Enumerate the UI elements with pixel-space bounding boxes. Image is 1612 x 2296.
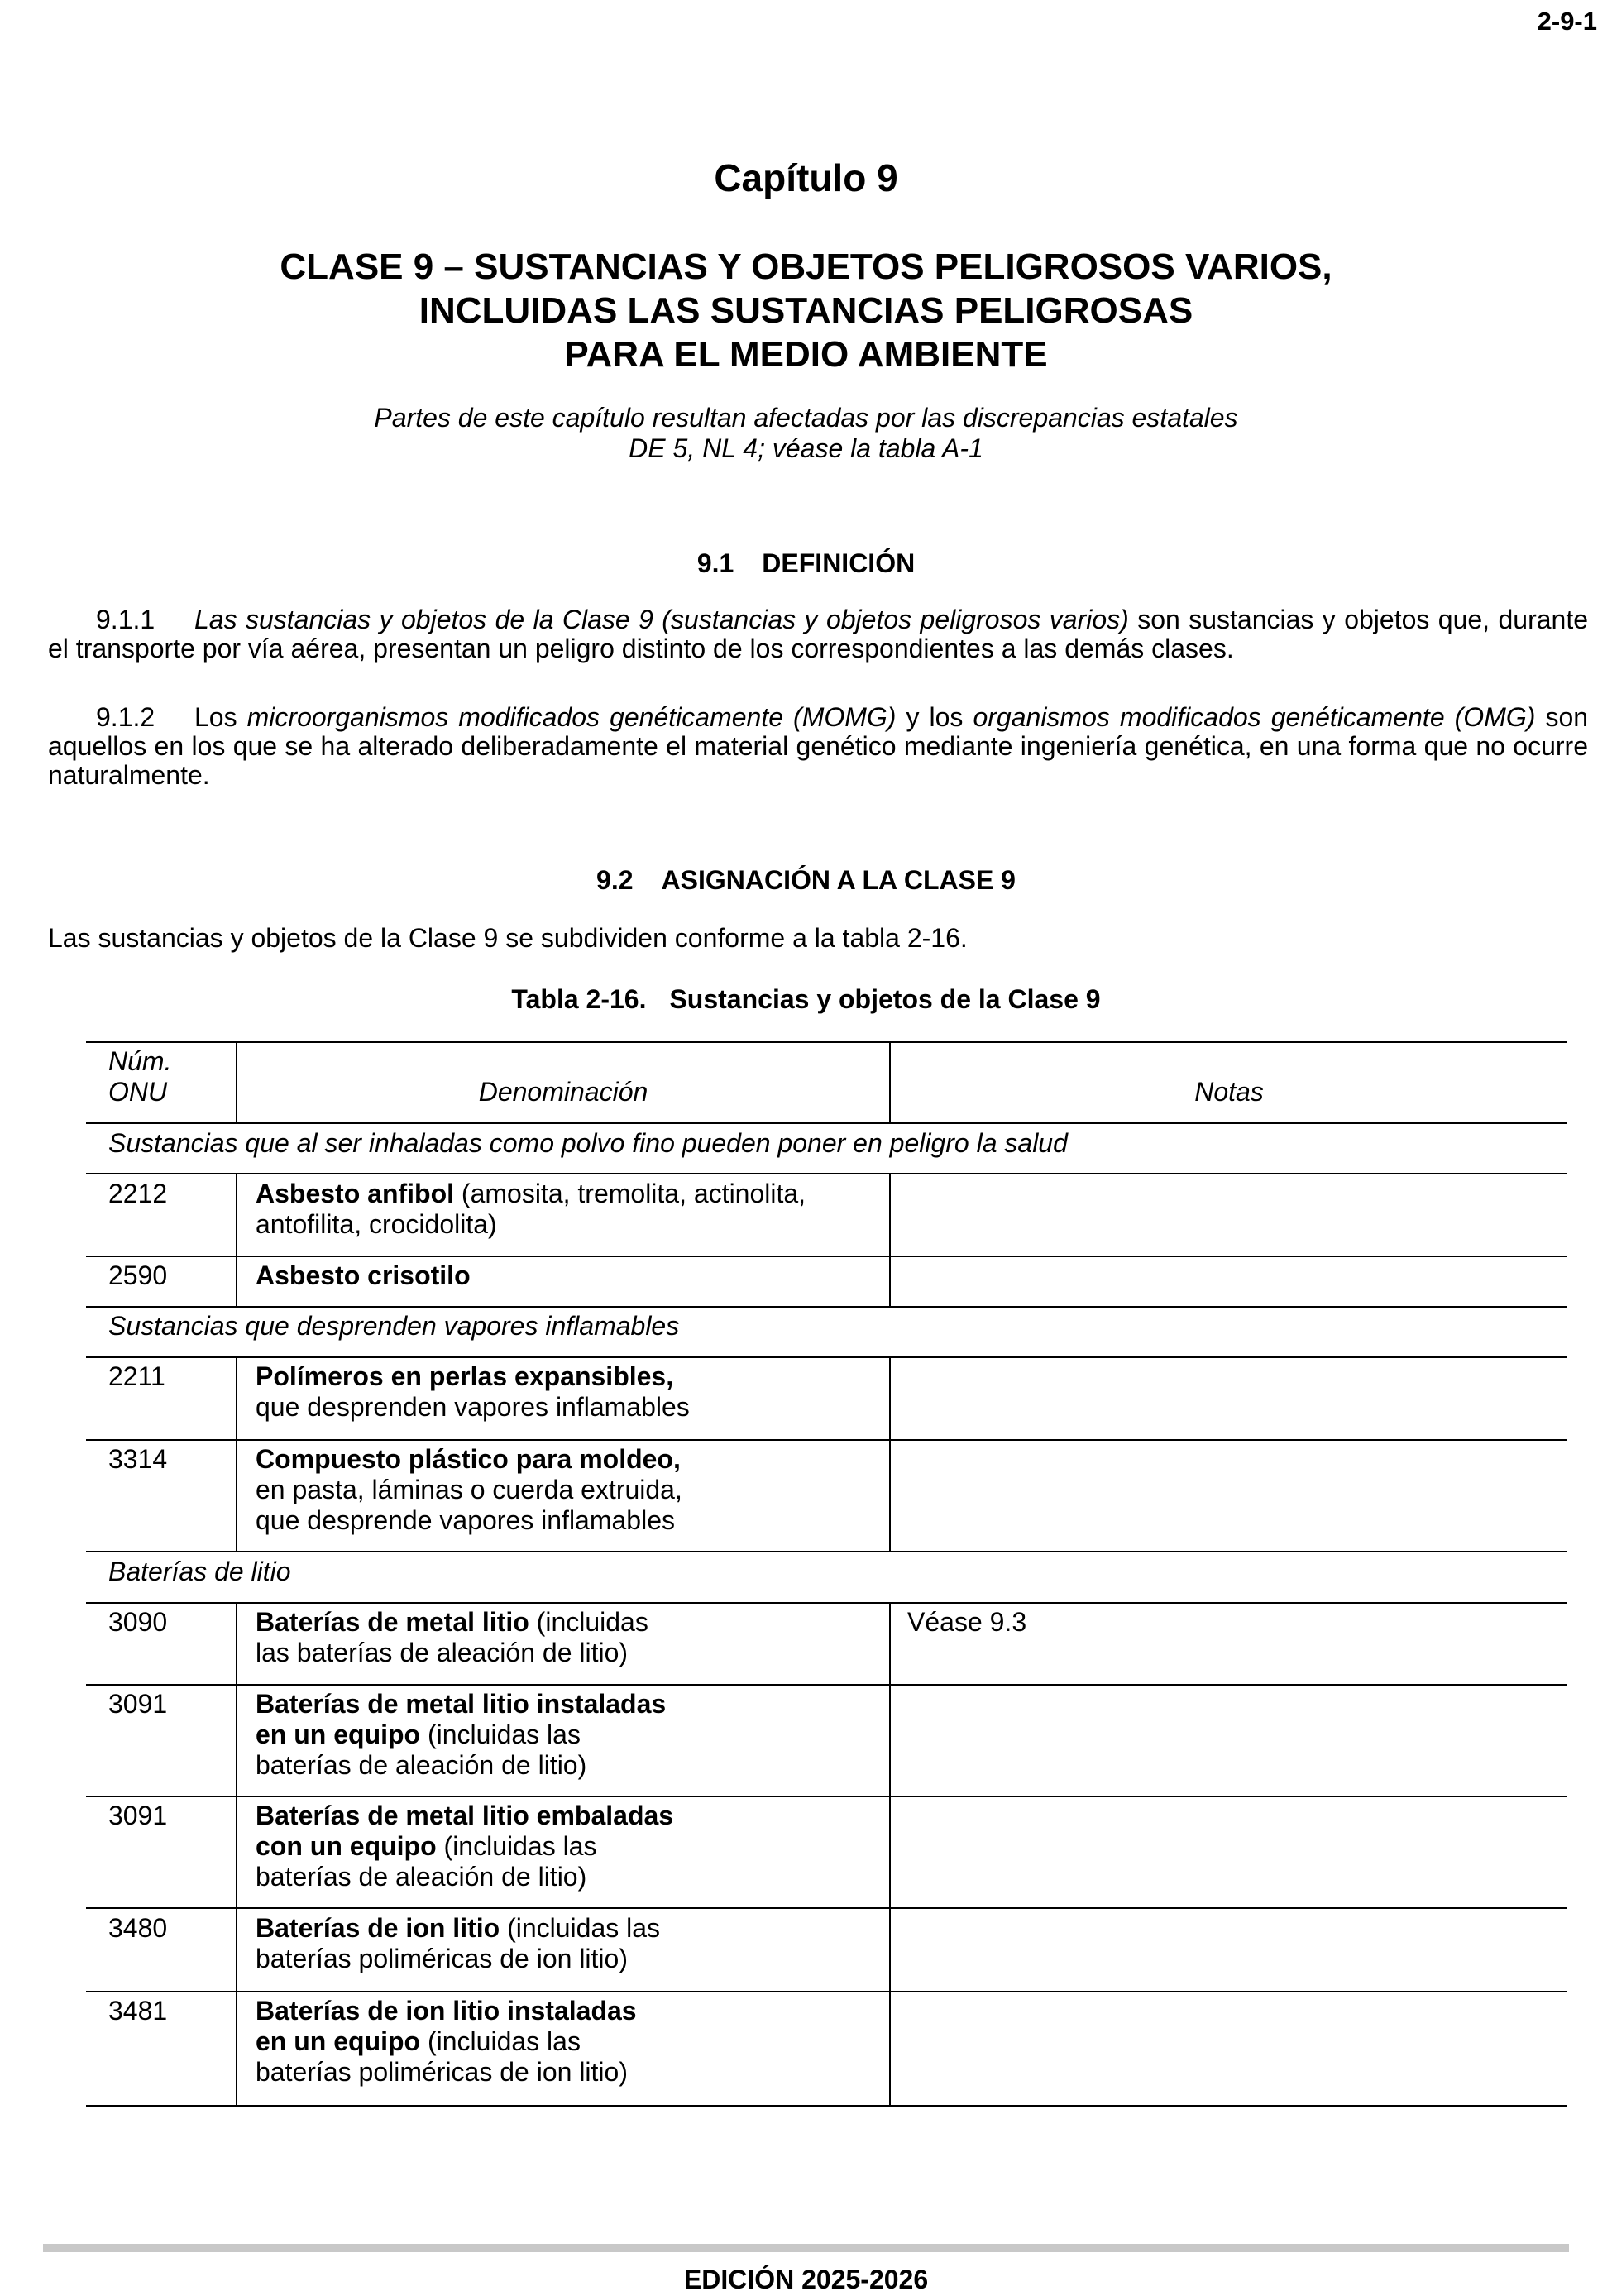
paragraph-text: Los [194,702,247,732]
table-rule [86,1551,1567,1552]
paragraph-text: son aquellos en los que se ha alterado deliberadamente el material genético mediante ingeniería genética, en una forma que no ocurre naturalmente. [48,702,1589,790]
substance-detail: (incluidas las [420,2026,581,2056]
substance-detail: (amosita, tremolita, actinolita, [454,1179,806,1208]
table-number: Tabla 2-16. [511,984,647,1014]
substance-name: Polímeros en perlas expansibles, [256,1361,674,1391]
denomination-cell [256,1996,637,2088]
denomination-cell [256,1444,682,1536]
chapter-heading: Capítulo 9 [714,156,898,199]
table-rule [86,1173,1567,1174]
section-heading-9-1 [0,548,1612,579]
denomination-cell [256,1689,666,1781]
paragraph-number: 9.1.1 [96,605,155,634]
substance-detail: que desprenden vapores inflamables [256,1392,690,1422]
paragraph-9-1-1 [48,605,1588,663]
substance-detail: baterías poliméricas de ion litio) [256,1944,628,1973]
denomination-cell [256,1801,673,1892]
substance-name: Baterías de metal litio instaladas [256,1689,667,1719]
denomination-cell [256,1361,690,1423]
header-un-line-2: ONU [108,1077,168,1107]
table-rule [86,1122,1567,1124]
substance-name: Baterías de ion litio instaladas [256,1996,637,2026]
italic-term: microorganismos modificados genéticamente (MOMG) [246,702,897,732]
substance-name: Baterías de metal litio embaladas [256,1801,674,1830]
table-caption [0,984,1612,1015]
table-column-rule [889,1602,891,2105]
un-number-cell: 2212 [108,1179,168,1208]
un-number-cell: 3481 [108,1996,168,2026]
substance-name: en un equipo [256,1720,421,1749]
substance-name: en un equipo [256,2026,421,2056]
state-variation-note-line-2: DE 5, NL 4; véase la tabla A-1 [629,433,983,463]
denomination-cell [256,1913,660,1974]
table-rule [86,2105,1567,2107]
notes-cell: Véase 9.3 [907,1607,1027,1637]
substance-name: Baterías de metal litio [256,1607,529,1637]
substance-detail: (incluidas [529,1607,648,1637]
section-heading-9-2 [0,865,1612,896]
table-column-rule [236,1356,237,1551]
substance-detail: baterías de aleación de litio) [256,1750,587,1780]
substance-name: Baterías de ion litio [256,1913,500,1943]
substance-detail: baterías de aleación de litio) [256,1862,587,1892]
table-column-rule [236,1173,237,1306]
section-title: ASIGNACIÓN A LA CLASE 9 [661,865,1016,895]
edition-footer: EDICIÓN 2025-2026 [683,2265,929,2294]
substance-detail: en pasta, láminas o cuerda extruida, [256,1475,682,1504]
un-number-cell: 2211 [108,1361,165,1391]
table-rule [86,1256,1567,1257]
group-label: Baterías de litio [108,1557,291,1586]
footer-rule [43,2244,1569,2252]
denomination-cell: Asbesto crisotilo [256,1260,471,1290]
substance-name: Asbesto anfibol [256,1179,455,1208]
substance-name: Compuesto plástico para moldeo, [256,1444,681,1474]
table-column-rule [889,1173,891,1306]
substance-detail: que desprende vapores inflamables [256,1505,675,1535]
table-column-rule [889,1356,891,1551]
italic-term: Las sustancias y objetos de la Clase 9 (sustancias y objetos peligrosos varios) [194,605,1129,634]
un-number-cell: 3314 [108,1444,168,1474]
table-rule [86,1439,1567,1441]
paragraph-text: son sustancias y objetos que, durante el transporte por vía aérea, presentan un peligro distinto de los correspondientes a las demás clases. [48,605,1589,663]
table-rule [86,1796,1567,1797]
denomination-cell [256,1607,648,1668]
substance-name: con un equipo [256,1831,437,1861]
page-number: 2-9-1 [1537,7,1597,36]
section-number: 9.2 [596,865,634,895]
table-rule [86,1684,1567,1686]
table-rule [86,1907,1567,1909]
italic-term: organismos modificados genéticamente (OMG) [973,702,1536,732]
table-rule [86,1041,1567,1043]
un-number-cell: 3480 [108,1913,168,1943]
section-title: DEFINICIÓN [762,548,916,578]
group-label: Sustancias que al ser inhaladas como polvo fino pueden poner en peligro la salud [108,1128,1068,1158]
header-notes: Notas [1194,1077,1264,1107]
table-rule [86,1356,1567,1358]
substance-detail: (incluidas las [500,1913,661,1943]
header-un-number [108,1046,171,1107]
un-number-cell: 3091 [108,1801,168,1830]
chapter-title-line-2: INCLUIDAS LAS SUSTANCIAS PELIGROSAS [419,290,1193,331]
section-9-2-intro: Las sustancias y objetos de la Clase 9 se subdividen conforme a la tabla 2-16. [48,923,968,953]
substance-detail: (incluidas las [420,1720,581,1749]
un-number-cell: 3091 [108,1689,168,1719]
table-rule [86,1306,1567,1308]
substance-detail: (incluidas las [436,1831,597,1861]
header-denomination: Denominación [478,1077,648,1107]
un-number-cell: 2590 [108,1260,168,1290]
chapter-title-line-1: CLASE 9 – SUSTANCIAS Y OBJETOS PELIGROSOS VARIOS, [280,246,1332,287]
paragraph-number: 9.1.2 [96,702,155,732]
state-variation-note-line-1: Partes de este capítulo resultan afectadas por las discrepancias estatales [374,403,1238,433]
table-rule [86,1991,1567,1992]
section-number: 9.1 [696,548,734,578]
paragraph-9-1-2 [48,703,1588,790]
table-rule [86,1602,1567,1604]
substance-detail: las baterías de aleación de litio) [256,1638,629,1667]
header-un-line-1: Núm. [108,1046,172,1076]
chapter-title-line-3: PARA EL MEDIO AMBIENTE [564,334,1048,375]
paragraph-text: y los [896,702,973,732]
group-label: Sustancias que desprenden vapores inflamables [108,1311,680,1341]
table-title: Sustancias y objetos de la Clase 9 [669,984,1101,1014]
substance-detail: baterías poliméricas de ion litio) [256,2057,628,2087]
substance-detail: antofilita, crocidolita) [256,1209,497,1239]
un-number-cell: 3090 [108,1607,168,1637]
table-column-rule [236,1602,237,2105]
denomination-cell [256,1179,806,1240]
